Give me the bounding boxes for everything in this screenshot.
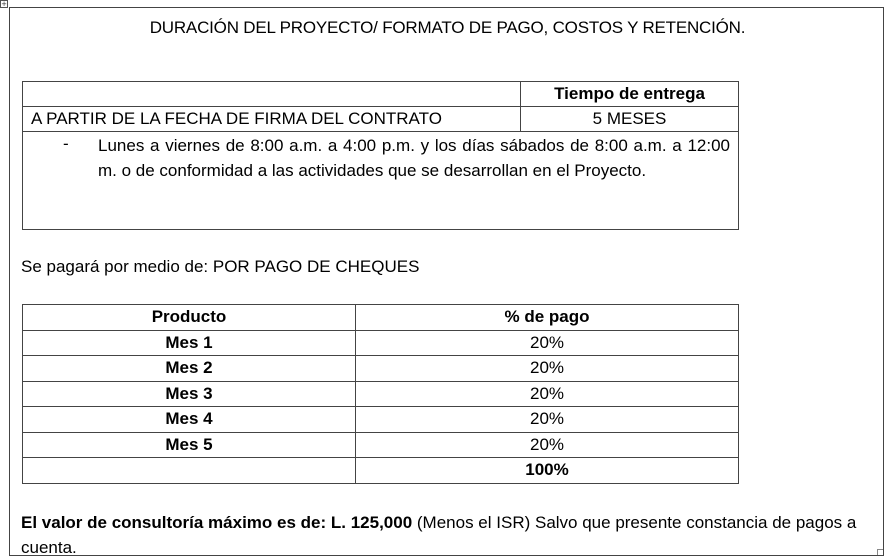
payment-method-line — [21, 257, 419, 277]
table-row — [23, 330, 739, 356]
delivery-start-label: A PARTIR DE LA FECHA DE FIRMA DEL CONTRATO — [23, 107, 521, 132]
payment-header-row — [23, 305, 739, 331]
header-percent: % de pago — [356, 305, 739, 331]
percent-cell: 20% — [356, 356, 739, 382]
product-cell: Mes 1 — [23, 330, 356, 356]
table-row — [23, 356, 739, 382]
outer-frame — [9, 7, 884, 556]
product-cell: Mes 4 — [23, 407, 356, 433]
payment-method-value: POR PAGO DE CHEQUES — [212, 257, 420, 276]
total-empty-cell — [23, 458, 356, 484]
table-row — [23, 432, 739, 458]
percent-cell: 20% — [356, 432, 739, 458]
table-row — [23, 407, 739, 433]
payment-table — [22, 304, 739, 484]
schedule-note: Lunes a viernes de 8:00 a.m. a 4:00 p.m. y los días sábados de 8:00 a.m. a 12:00 m. o de conformidad a las actividades que se desarrollan en el Proyecto. — [98, 136, 730, 180]
delivery-duration: 5 MESES — [521, 107, 739, 132]
bullet-dash: - — [63, 134, 69, 153]
section-title: DURACIÓN DEL PROYECTO/ FORMATO DE PAGO, COSTOS Y RETENCIÓN. — [149, 18, 746, 37]
delivery-notes-cell — [23, 132, 739, 230]
delivery-header-row — [23, 82, 739, 107]
payment-method-label: Se pagará por medio de: — [21, 257, 213, 276]
consultancy-value-label: El valor de consultoría máximo es de: L. 125,000 — [21, 513, 413, 532]
delivery-row — [23, 107, 739, 132]
resize-corner-icon[interactable] — [877, 549, 883, 555]
delivery-header-empty — [23, 82, 521, 107]
product-cell: Mes 2 — [23, 356, 356, 382]
header-product: Producto — [23, 305, 356, 331]
product-cell: Mes 3 — [23, 381, 356, 407]
table-anchor-icon[interactable]: + — [1, 0, 7, 8]
delivery-notes-row — [23, 132, 739, 230]
product-cell: Mes 5 — [23, 432, 356, 458]
total-percent: 100% — [356, 458, 739, 484]
table-row — [23, 381, 739, 407]
percent-cell: 20% — [356, 407, 739, 433]
list-item — [63, 133, 730, 183]
total-row — [23, 458, 739, 484]
consultancy-value-paragraph — [21, 510, 871, 560]
consultancy-value-rest: (Menos el ISR) Salvo que presente constancia de pagos a cuenta. — [21, 513, 857, 557]
percent-cell: 20% — [356, 330, 739, 356]
delivery-table — [22, 81, 739, 230]
delivery-header-time: Tiempo de entrega — [521, 82, 739, 107]
percent-cell: 20% — [356, 381, 739, 407]
